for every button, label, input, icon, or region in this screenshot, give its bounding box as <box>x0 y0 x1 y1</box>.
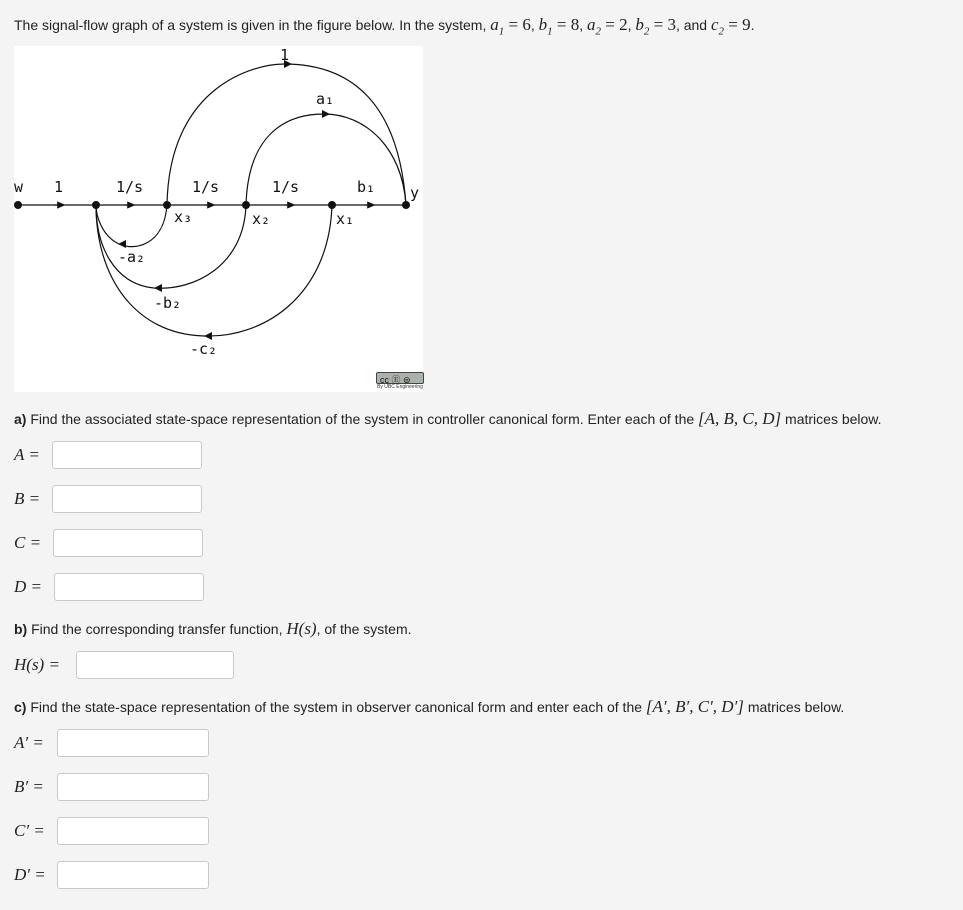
input-A-prime[interactable] <box>57 729 209 757</box>
param-b2: $b_2 = 3$ <box>635 15 676 38</box>
feedback-b2-branch <box>96 205 246 288</box>
part-b-tag: b) <box>14 621 28 637</box>
label-D-prime: D′ = <box>14 865 46 884</box>
input-B-prime[interactable] <box>57 773 209 801</box>
param-b1: $b_1 = 8$ <box>538 15 580 38</box>
node-input-sum <box>92 201 100 209</box>
part-a-tail: matrices below. <box>785 411 882 427</box>
input-A[interactable] <box>52 441 202 469</box>
label-neg-b2: -b₂ <box>154 294 182 312</box>
label-a1: a₁ <box>316 90 335 108</box>
input-C[interactable] <box>53 529 203 557</box>
signal-flow-graph <box>14 46 423 392</box>
label-neg-c2: -c₂ <box>190 340 218 358</box>
part-a-matrices: [A, B, C, D] <box>698 409 782 428</box>
label-A-prime: A′ = <box>14 733 44 752</box>
label-x2: x₂ <box>252 210 271 228</box>
and-word: and <box>683 17 708 33</box>
part-c-tail: matrices below. <box>747 699 845 715</box>
label-b1: b₁ <box>357 178 376 196</box>
part-b-tail: , of the system. <box>316 621 412 637</box>
part-b-question <box>14 619 412 639</box>
part-c-tag: c) <box>14 699 27 715</box>
label-y: y <box>410 184 420 202</box>
label-H: H(s) = <box>14 655 60 674</box>
cc-badge-icon <box>376 372 424 384</box>
part-c-text: Find the state-space representation of the system in observer canonical form and enter each of the <box>30 699 643 715</box>
cc-badge-text: cc Ⓔ ⊜ <box>380 375 411 385</box>
intro-text: The signal-flow graph of a system is given in the figure below. In the system, <box>14 17 487 33</box>
part-b-text: Find the corresponding transfer function, <box>31 621 283 637</box>
part-a-text: Find the associated state-space representation of the system in controller canonical form. Enter each of the <box>30 411 695 427</box>
label-A: A = <box>14 445 40 464</box>
label-C: C = <box>14 533 42 552</box>
label-B: B = <box>14 489 41 508</box>
label-x3: x₃ <box>174 208 193 226</box>
feedforward-a1-branch <box>246 114 406 205</box>
node-w <box>14 201 22 209</box>
input-H[interactable] <box>76 651 234 679</box>
input-C-prime[interactable] <box>57 817 209 845</box>
arrow-neg-c2 <box>204 332 212 340</box>
label-int2: 1/s <box>192 178 220 196</box>
param-c2: $c_2 = 9$ <box>710 15 751 38</box>
label-one-in: 1 <box>54 178 64 196</box>
input-B[interactable] <box>52 485 202 513</box>
arrow-neg-b2 <box>154 284 162 292</box>
license-credit: By UBC Engineering <box>377 384 423 390</box>
part-a-question <box>14 409 882 429</box>
label-int1: 1/s <box>116 178 144 196</box>
label-B-prime: B′ = <box>14 777 44 796</box>
part-b-fn: H(s) <box>286 619 317 638</box>
label-w: w <box>14 178 24 196</box>
node-x1 <box>328 201 336 209</box>
label-x1: x₁ <box>336 210 355 228</box>
arrow-neg-a2 <box>118 240 126 248</box>
part-c-question <box>14 697 844 717</box>
feedback-a2-branch <box>96 205 167 247</box>
param-a1: $a_1 = 6$ <box>490 15 531 38</box>
part-a-tag: a) <box>14 411 27 427</box>
part-c-matrices: [A′, B′, C′, D′] <box>645 697 744 716</box>
label-top-one: 1 <box>280 46 290 64</box>
node-x2 <box>242 201 250 209</box>
input-D-prime[interactable] <box>57 861 209 889</box>
cc-license-badge[interactable] <box>376 372 424 390</box>
signal-flow-diagram <box>14 46 423 392</box>
label-neg-a2: -a₂ <box>118 248 146 266</box>
problem-statement: The signal-flow graph of a system is given in the figure below. In the system, $a_1 = 6$, $b_1 = 8$, $a_2 = 2$, $b_2 = 3$, and $c_2 = 9$. <box>14 15 755 38</box>
node-x3 <box>163 201 171 209</box>
label-int3: 1/s <box>272 178 300 196</box>
label-D: D = <box>14 577 42 596</box>
label-C-prime: C′ = <box>14 821 45 840</box>
node-y <box>402 201 410 209</box>
param-a2: $a_2 = 2$ <box>586 15 628 38</box>
input-D[interactable] <box>54 573 204 601</box>
arrow-a1 <box>322 110 330 118</box>
